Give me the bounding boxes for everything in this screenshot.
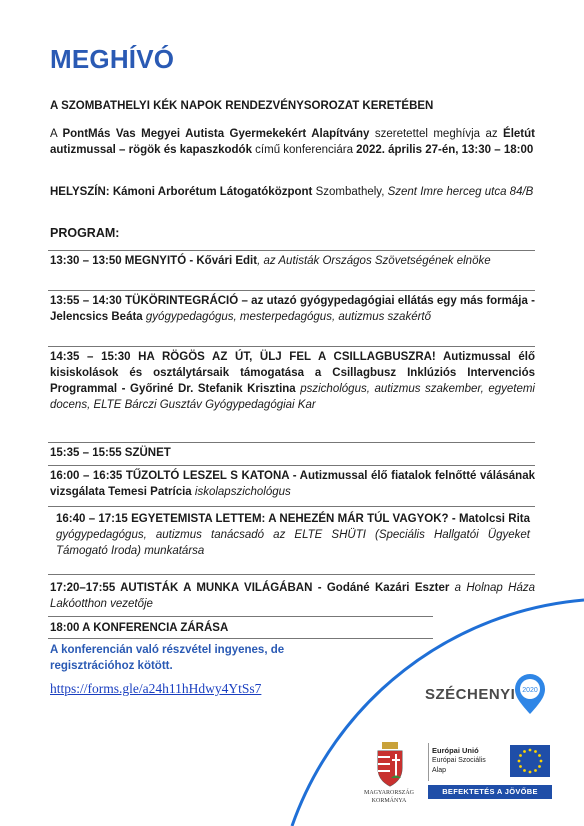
program-item-title: 14:35 – 15:30 HA RÖGÖS AZ ÚT, ÜLJ FEL A CSILLAGBUSZRA! Autizmussal élő kisiskolások és osztálytársaik támogatása a Csillagbusz Inklúziós Intervenciós Programmal - Győriné Dr. Stefanik Krisztina: [50, 351, 535, 395]
gov-label-line: KORMÁNYA: [371, 798, 407, 804]
program-item-title: 18:00 A KONFERENCIA ZÁRÁSA: [50, 622, 229, 634]
registration-link[interactable]: https://forms.gle/a24h11hHdwy4YtSs7: [50, 681, 262, 696]
gov-label-line: MAGYARORSZÁG: [363, 790, 414, 796]
program-item-title: 17:20–17:55 AUTISTÁK A MUNKA VILÁGÁBAN - Godáné Kazári Eszter: [50, 582, 450, 594]
venue-label: HELYSZÍN: Kámoni Arborétum Látogatóközpont: [50, 186, 313, 198]
program-item-speaker-role: a Holnap Háza Lakóotthon vezetője: [50, 582, 535, 610]
eu-logo-divider: [428, 743, 429, 781]
venue-city: Szombathely,: [312, 186, 388, 198]
program-item-speaker-role: , az Autisták Országos Szövetségének elnöke: [257, 255, 491, 267]
intro-text: című konferenciára: [251, 144, 357, 156]
program-item-speaker-role: gyógypedagógus, mesterpedagógus, autizmus szakértő: [142, 311, 432, 323]
szechenyi-logo-text: SZÉCHENYI: [425, 686, 516, 703]
page-title: MEGHÍVÓ: [50, 44, 175, 74]
eu-funding-logo: [428, 743, 552, 803]
eu-slogan-band: BEFEKTETÉS A JÖVŐBE: [428, 785, 552, 799]
program-item-title: 13:30 – 13:50 MEGNYITÓ - Kővári Edit: [50, 255, 258, 267]
program-item-speaker-role: gyógypedagógus, autizmus tanácsadó az ELTE SHÜTI (Speciális Hallgatói Ügyeket Támogató Iroda) munkatársa: [56, 529, 530, 557]
conference-date: 2022. április 27-én, 13:30 – 18:00: [356, 144, 534, 156]
szechenyi-year: 2020: [522, 687, 538, 694]
hungarian-government-label: [352, 789, 426, 805]
venue-address: Szent Imre herceg utca 84/B: [387, 186, 534, 198]
intro-text: A: [50, 128, 63, 140]
program-item-title: 15:35 – 15:55 SZÜNET: [50, 447, 171, 459]
program-item-title: 13:55 – 14:30 TÜKÖRINTEGRÁCIÓ – az utazó gyógypedagógiai ellátás egy más formája - Jelencsics Beáta: [50, 295, 535, 323]
eu-fund-name: Európai Szociális: [432, 757, 486, 764]
szechenyi-2020-pin-icon: [513, 672, 547, 716]
registration-note: A konferencián való részvétel ingyenes, de regisztrációhoz kötött.: [50, 644, 285, 672]
eu-flag-icon: [510, 745, 550, 777]
organizer-name: PontMás Vas Megyei Autista Gyermekekért Alapítvány: [62, 128, 370, 140]
program-heading: PROGRAM:: [50, 226, 120, 240]
conference-title: Életút autizmussal – rögök és kapaszkodók: [50, 128, 535, 156]
program-item-title: 16:40 – 17:15 EGYETEMISTA LETTEM: A NEHEZÉN MÁR TÚL VAGYOK? - Matolcsi Rita: [56, 513, 530, 525]
eu-name: Európai Unió: [432, 746, 479, 755]
intro-text: szeretettel meghívja az: [369, 128, 504, 140]
hungary-coat-of-arms-icon: [370, 740, 410, 788]
program-item-speaker-role: iskolapszichológus: [191, 486, 291, 498]
program-item-speaker-role: pszichológus, autizmus szakember, egyetemi docens, ELTE Bárczi Gusztáv Gyógypedagógiai Kar: [50, 383, 535, 411]
program-item-title: 16:00 – 16:35 TŰZOLTÓ LESZEL S KATONA - Autizmussal élő fiatalok felnőtté válásának vizsgálata Temesi Patrícia: [50, 470, 535, 498]
eu-fund-name: Alap: [432, 767, 447, 774]
event-series-subtitle: A SZOMBATHELYI KÉK NAPOK RENDEZVÉNYSOROZAT KERETÉBEN: [50, 100, 434, 112]
